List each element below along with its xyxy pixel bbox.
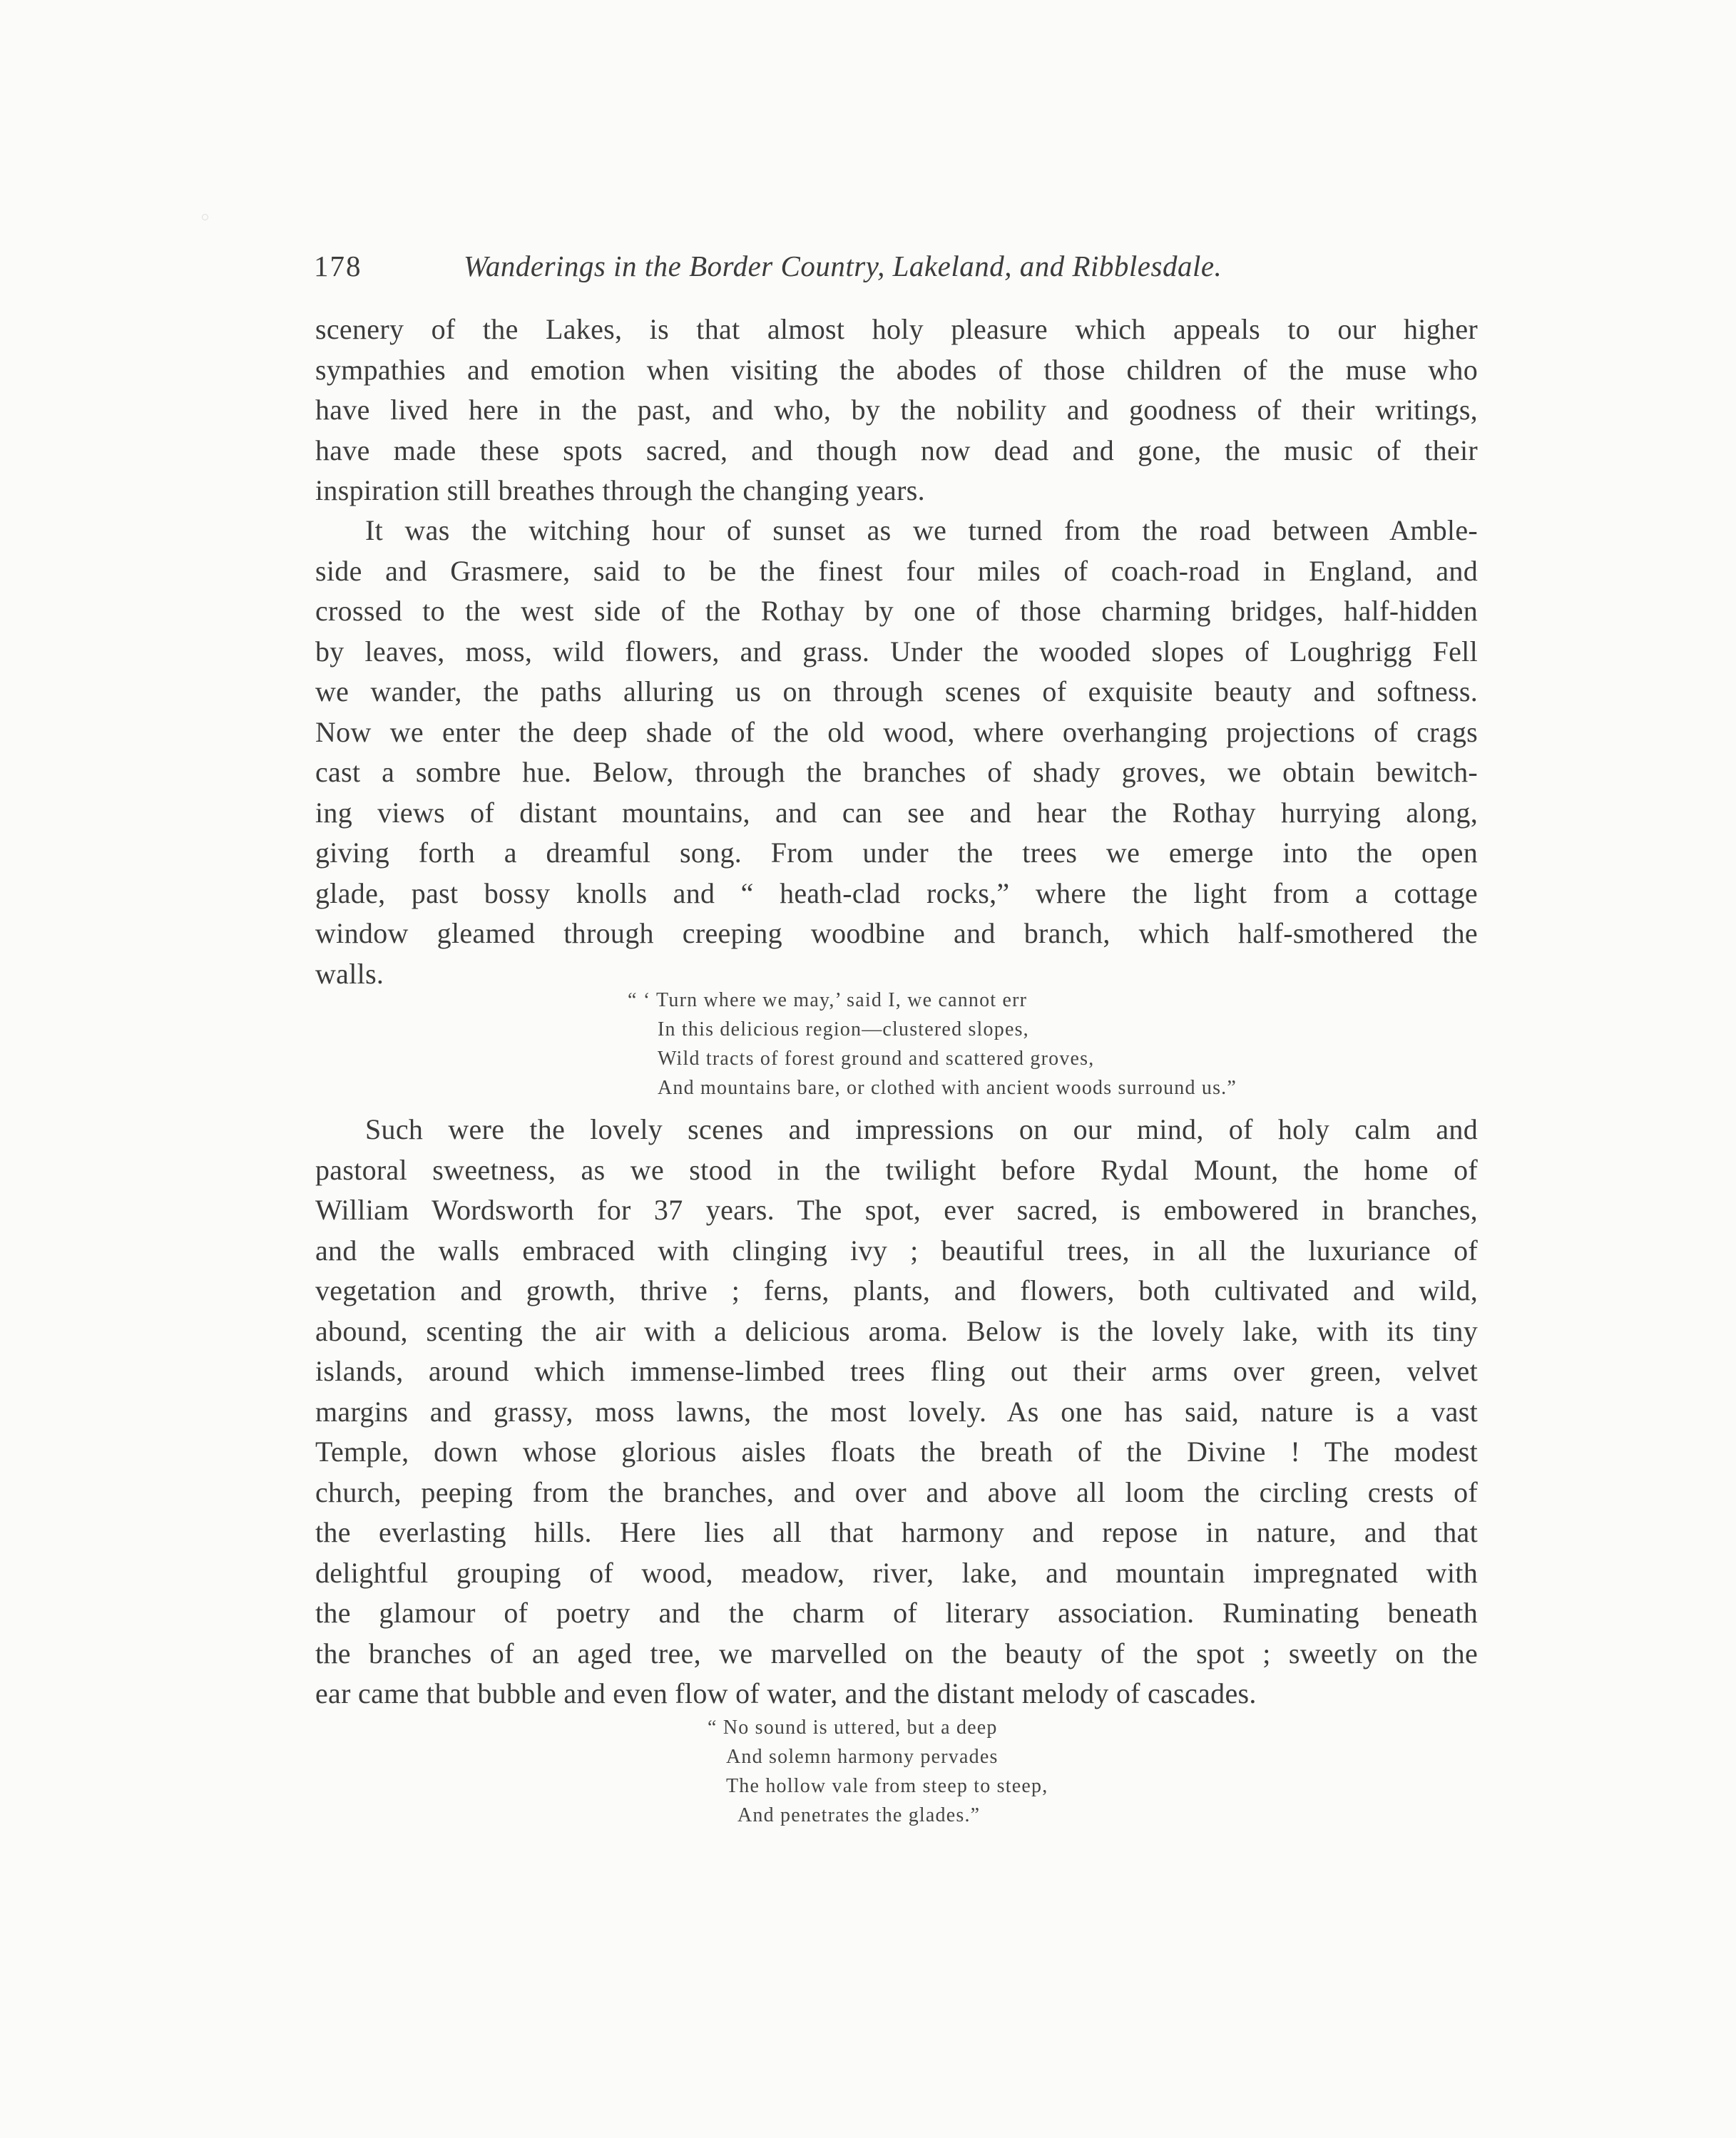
paragraph-rydal-mount: [315, 1110, 1478, 1714]
page-header: [314, 241, 1484, 291]
verse-quotation-wordsworth: [708, 1713, 1048, 1830]
verse-line: Wild tracts of forest ground and scattered groves,: [658, 1048, 1095, 1070]
text-line: giving forth a dreamful song. From under the trees we emerge into the open: [315, 837, 1478, 869]
text-line: sympathies and emotion when visiting the abodes of those children of the muse who: [315, 353, 1478, 386]
text-line: Temple, down whose glorious aisles floats the breath of the Divine ! The modest: [315, 1436, 1478, 1468]
text-line: abound, scenting the air with a delicious aroma. Below is the lovely lake, with its tiny: [315, 1314, 1478, 1347]
text-line: church, peeping from the branches, and over and above all loom the circling crests of: [315, 1475, 1478, 1508]
text-line: the everlasting hills. Here lies all that harmony and repose in nature, and that: [315, 1516, 1478, 1548]
text-line: glade, past bossy knolls and “ heath-clad rocks,” where the light from a cottage: [315, 876, 1478, 909]
running-title: Wanderings in the Border Country, Lakeland, and Ribblesdale.: [464, 250, 1222, 282]
verse-line: And mountains bare, or clothed with ancient woods surround us.”: [658, 1077, 1237, 1099]
text-line: delightful grouping of wood, meadow, river, lake, and mountain impregnated with: [315, 1556, 1478, 1589]
text-line: scenery of the Lakes, is that almost holy pleasure which appeals to our higher: [315, 313, 1478, 345]
text-line: It was the witching hour of sunset as we turned from the road between Amble-: [365, 514, 1478, 546]
text-line: side and Grasmere, said to be the finest four miles of coach-road in England, and: [315, 554, 1478, 587]
verse-quotation: [628, 986, 1237, 1103]
text-line: window gleamed through creeping woodbine and branch, which half-smothered the: [315, 917, 1478, 949]
verse-line: In this delicious region—clustered slopes,: [658, 1018, 1029, 1040]
text-line: inspiration still breathes through the changing years.: [315, 474, 925, 506]
verse-line: And solemn harmony pervades: [726, 1746, 999, 1768]
text-line: pastoral sweetness, as we stood in the twilight before Rydal Mount, the home of: [315, 1153, 1478, 1186]
text-line: the glamour of poetry and the charm of literary association. Ruminating beneath: [315, 1597, 1478, 1629]
text-line: Now we enter the deep shade of the old wood, where overhanging projections of crags: [315, 715, 1478, 748]
verse-line: And penetrates the glades.”: [737, 1804, 981, 1826]
page-number: 178: [314, 250, 362, 282]
paragraph-sunset: [315, 511, 1478, 994]
text-line: crossed to the west side of the Rothay by one of those charming bridges, half-hidden: [315, 595, 1478, 627]
text-line: walls.: [315, 957, 384, 990]
verse-line: “ ‘ Turn where we may,’ said I, we cannot err: [628, 989, 1028, 1011]
text-line: the branches of an aged tree, we marvelled on the beauty of the spot ; sweetly on the: [315, 1637, 1478, 1669]
text-line: ear came that bubble and even flow of water, and the distant melody of cascades.: [315, 1677, 1257, 1709]
text-line: we wander, the paths alluring us on through scenes of exquisite beauty and softness.: [315, 675, 1478, 707]
page-blemish: [202, 214, 208, 220]
paragraph-continuation: [315, 310, 1478, 511]
text-line: William Wordsworth for 37 years. The spot, ever sacred, is embowered in branches,: [315, 1194, 1478, 1226]
text-line: and the walls embraced with clinging ivy ; beautiful trees, in all the luxuriance of: [315, 1234, 1478, 1267]
text-line: cast a sombre hue. Below, through the branches of shady groves, we obtain bewitch-: [315, 756, 1478, 788]
text-line: by leaves, moss, wild flowers, and grass. Under the wooded slopes of Loughrigg Fell: [315, 635, 1478, 668]
text-line: islands, around which immense-limbed trees fling out their arms over green, velvet: [315, 1355, 1478, 1387]
text-line: vegetation and growth, thrive ; ferns, plants, and flowers, both cultivated and wild,: [315, 1274, 1478, 1306]
verse-line: “ No sound is uttered, but a deep: [708, 1717, 998, 1739]
verse-line: The hollow vale from steep to steep,: [726, 1775, 1048, 1797]
text-line: have made these spots sacred, and though now dead and gone, the music of their: [315, 434, 1478, 466]
text-line: margins and grassy, moss lawns, the most lovely. As one has said, nature is a vast: [315, 1395, 1478, 1428]
text-line: have lived here in the past, and who, by the nobility and goodness of their writings,: [315, 394, 1478, 426]
text-line: ing views of distant mountains, and can see and hear the Rothay hurrying along,: [315, 796, 1478, 829]
text-line: Such were the lovely scenes and impressions on our mind, of holy calm and: [365, 1113, 1478, 1145]
